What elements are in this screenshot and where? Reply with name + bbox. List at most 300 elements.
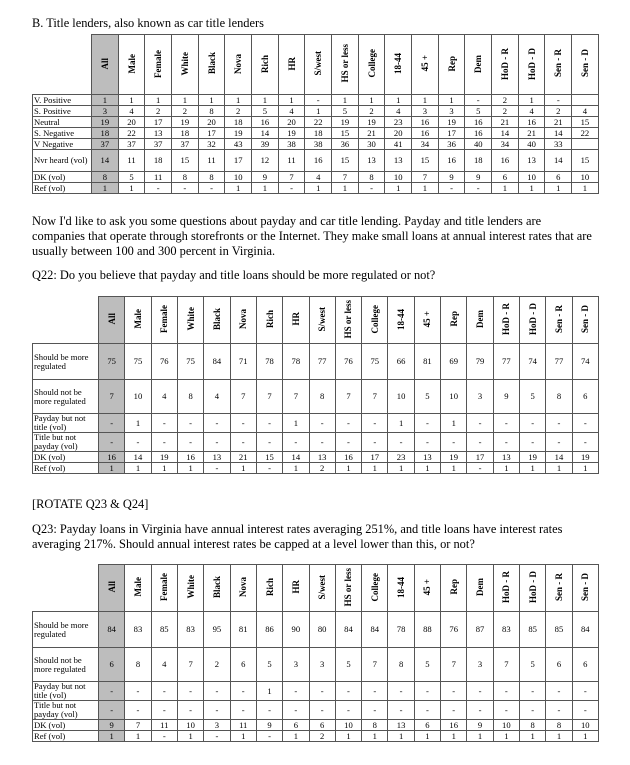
column-header-label: Rich	[264, 578, 275, 596]
row-label: Should be more regulated	[33, 612, 99, 648]
table-cell: -	[545, 95, 572, 106]
table-cell: 15	[572, 117, 599, 128]
table-cell: 6	[572, 648, 598, 682]
table-cell: 9	[252, 172, 279, 183]
table-cell: 14	[125, 452, 151, 463]
table-cell: 19	[358, 117, 385, 128]
table-cell: 18	[305, 128, 332, 139]
table-cell: 10	[572, 172, 599, 183]
table-cell: 1	[358, 95, 385, 106]
column-header	[438, 35, 465, 95]
table-cell: 4	[518, 106, 545, 117]
table-cell: 15	[572, 150, 599, 172]
table-cell: -	[309, 433, 335, 452]
table-cell: 85	[151, 612, 177, 648]
column-header	[518, 35, 545, 95]
table-cell: -	[204, 701, 230, 720]
column-header	[99, 297, 125, 344]
q22-question: Q22: Do you believe that payday and title loans should be more regulated or not?	[32, 268, 436, 282]
table-row	[33, 612, 599, 648]
table-cell: 43	[225, 139, 252, 150]
table-cell: 36	[332, 139, 359, 150]
table-cell: 11	[118, 150, 145, 172]
table-cell: 3	[467, 380, 493, 414]
column-header	[520, 565, 546, 612]
header-blank-cell	[33, 35, 92, 95]
table-cell: 7	[99, 380, 125, 414]
row-label: V. Positive	[33, 95, 92, 106]
table-cell: 16	[99, 452, 125, 463]
table-cell: -	[441, 701, 467, 720]
column-header	[362, 297, 388, 344]
column-header	[441, 565, 467, 612]
row-label: S. Positive	[33, 106, 92, 117]
column-header-label: Rich	[259, 54, 270, 73]
table-row	[33, 183, 599, 194]
table-cell: 1	[572, 731, 598, 742]
table-cell: 16	[412, 128, 439, 139]
table-cell: 18	[145, 150, 172, 172]
table-cell: 16	[492, 150, 519, 172]
table-cell: 6	[545, 172, 572, 183]
table-cell: 39	[252, 139, 279, 150]
column-header	[572, 565, 598, 612]
column-header	[256, 565, 282, 612]
table-cell: -	[546, 682, 572, 701]
column-header-label: S/west	[317, 574, 328, 600]
table-cell: 87	[467, 612, 493, 648]
table-cell: -	[256, 463, 282, 474]
table-cell: 2	[358, 106, 385, 117]
table-cell: 17	[467, 452, 493, 463]
table-row	[33, 701, 599, 720]
table-cell: 17	[362, 452, 388, 463]
table-cell: 8	[172, 172, 199, 183]
table-cell: 21	[358, 128, 385, 139]
column-header-label: Sen - R	[553, 49, 564, 78]
header-blank-cell	[33, 565, 99, 612]
table-cell: 38	[278, 139, 305, 150]
table-cell: -	[256, 433, 282, 452]
table-cell: 1	[283, 414, 309, 433]
table-cell: 19	[151, 452, 177, 463]
table-cell: -	[520, 414, 546, 433]
table-cell: 6	[572, 380, 598, 414]
table-cell: -	[335, 433, 361, 452]
table-cell: 8	[362, 720, 388, 731]
table-cell: 22	[572, 128, 599, 139]
table-cell: 8	[309, 380, 335, 414]
table-cell: 11	[151, 720, 177, 731]
column-header	[125, 565, 151, 612]
table-cell: 5	[465, 106, 492, 117]
table-cell	[572, 139, 599, 150]
column-header-label: HoD - R	[499, 47, 510, 80]
column-header	[283, 565, 309, 612]
table-cell: 1	[305, 106, 332, 117]
table-row	[33, 731, 599, 742]
table-cell: 1	[520, 731, 546, 742]
table-cell: 1	[177, 731, 203, 742]
table-row	[33, 139, 599, 150]
table-cell: -	[177, 682, 203, 701]
column-header	[172, 35, 199, 95]
table-cell: 19	[278, 128, 305, 139]
table-cell: -	[467, 433, 493, 452]
table-cell: 16	[441, 720, 467, 731]
table-cell: -	[335, 682, 361, 701]
table-cell: 6	[414, 720, 440, 731]
table-cell: -	[204, 433, 230, 452]
column-header-label: Sen - D	[579, 49, 590, 78]
table-cell: 3	[283, 648, 309, 682]
table-cell: 11	[198, 150, 225, 172]
column-header	[305, 35, 332, 95]
table-cell: 9	[467, 720, 493, 731]
table-cell: 90	[283, 612, 309, 648]
column-header	[332, 35, 359, 95]
table-row	[33, 452, 599, 463]
table-cell: 10	[518, 172, 545, 183]
table-cell: 37	[145, 139, 172, 150]
table-cell: 1	[414, 463, 440, 474]
table-cell: 20	[385, 128, 412, 139]
table-cell: 1	[92, 183, 119, 194]
table-cell: 1	[545, 183, 572, 194]
table-cell: -	[572, 414, 598, 433]
column-header-label: White	[179, 51, 190, 76]
table-cell: 14	[283, 452, 309, 463]
table-cell: 80	[309, 612, 335, 648]
row-label: Ref (vol)	[33, 731, 99, 742]
table-cell: 22	[305, 117, 332, 128]
column-header	[177, 565, 203, 612]
table-cell: 85	[520, 612, 546, 648]
column-header-label: College	[369, 572, 380, 602]
table-cell: -	[309, 701, 335, 720]
column-header-label: 18-44	[396, 576, 407, 598]
column-header	[362, 565, 388, 612]
table-cell: -	[546, 701, 572, 720]
table-cell: 23	[385, 117, 412, 128]
table-cell: 1	[441, 463, 467, 474]
table-cell: 13	[414, 452, 440, 463]
row-label: V Negative	[33, 139, 92, 150]
table-cell: -	[493, 701, 519, 720]
column-header-label: Rich	[264, 310, 275, 328]
row-label: DK (vol)	[33, 172, 92, 183]
table-cell: 5	[332, 106, 359, 117]
table-cell: 40	[465, 139, 492, 150]
column-header	[335, 297, 361, 344]
table-cell: -	[438, 183, 465, 194]
table-cell: 23	[388, 452, 414, 463]
column-header-label: 45 +	[422, 310, 433, 328]
table-cell: 37	[172, 139, 199, 150]
column-header	[151, 297, 177, 344]
table-cell: 7	[256, 380, 282, 414]
column-header	[309, 565, 335, 612]
column-header	[414, 297, 440, 344]
table-cell: 1	[230, 731, 256, 742]
table-cell: 16	[438, 150, 465, 172]
table-cell: 1	[198, 95, 225, 106]
table-cell: 1	[305, 183, 332, 194]
table-cell: 14	[546, 452, 572, 463]
table-cell: 66	[388, 344, 414, 380]
table-row	[33, 106, 599, 117]
table-cell: 1	[252, 95, 279, 106]
table-cell: -	[99, 433, 125, 452]
column-header	[204, 297, 230, 344]
table-cell: 1	[278, 95, 305, 106]
table-cell: 2	[225, 106, 252, 117]
table-cell: 33	[545, 139, 572, 150]
table-cell: 1	[118, 95, 145, 106]
table-cell: -	[493, 414, 519, 433]
column-header-label: Sen - D	[580, 304, 591, 333]
table-cell: 1	[332, 183, 359, 194]
column-header-label: Black	[211, 307, 222, 330]
table-cell: -	[256, 731, 282, 742]
table-cell: -	[256, 701, 282, 720]
table-cell: 1	[252, 183, 279, 194]
column-header-label: Rep	[448, 311, 459, 327]
table-cell: 6	[309, 720, 335, 731]
table-cell: 76	[335, 344, 361, 380]
table-cell: -	[99, 682, 125, 701]
table-cell: 12	[252, 150, 279, 172]
column-header-label: Sen - D	[580, 572, 591, 601]
column-header-label: HS or less	[339, 44, 350, 83]
table-cell: 5	[414, 380, 440, 414]
table-cell: -	[388, 682, 414, 701]
row-label: DK (vol)	[33, 720, 99, 731]
table-cell: -	[362, 682, 388, 701]
table-cell: 19	[225, 128, 252, 139]
table-cell: -	[465, 183, 492, 194]
column-header-label: Male	[126, 53, 137, 74]
table-cell: -	[177, 414, 203, 433]
table-cell: 37	[118, 139, 145, 150]
table-cell: 1	[125, 731, 151, 742]
table-cell: 2	[309, 731, 335, 742]
table-cell: -	[151, 414, 177, 433]
table-cell: 84	[572, 612, 598, 648]
table-cell: -	[465, 95, 492, 106]
table-cell: 38	[305, 139, 332, 150]
table-cell: 5	[256, 648, 282, 682]
column-header	[230, 565, 256, 612]
table-cell: 10	[225, 172, 252, 183]
column-header	[204, 565, 230, 612]
table-cell: 14	[252, 128, 279, 139]
table-cell: -	[204, 414, 230, 433]
table-cell: -	[388, 433, 414, 452]
table-cell: -	[493, 433, 519, 452]
table-cell: 84	[362, 612, 388, 648]
table-cell: -	[546, 414, 572, 433]
table-cell: -	[230, 414, 256, 433]
table-cell: 1	[388, 414, 414, 433]
column-header	[546, 297, 572, 344]
table-cell: 20	[198, 117, 225, 128]
table-cell: 1	[572, 183, 599, 194]
table-cell: 8	[520, 720, 546, 731]
table-cell: 1	[412, 95, 439, 106]
column-header	[572, 35, 599, 95]
table-cell: 16	[305, 150, 332, 172]
table-cell: 19	[172, 117, 199, 128]
table-cell: 7	[332, 172, 359, 183]
table-cell: 6	[99, 648, 125, 682]
table-cell: -	[441, 682, 467, 701]
rotate-instruction: [ROTATE Q23 & Q24]	[32, 497, 149, 511]
table-cell: 1	[441, 414, 467, 433]
table-cell: 1	[493, 731, 519, 742]
table-row	[33, 414, 599, 433]
table-cell: 1	[332, 95, 359, 106]
column-header-label: HR	[290, 580, 301, 594]
column-header-label: Sen - R	[553, 572, 564, 601]
table-cell: 7	[412, 172, 439, 183]
row-label: Ref (vol)	[33, 183, 92, 194]
q23-question: Q23: Payday loans in Virginia have annual interest rates averaging 251%, and title loans have interest rates averaging 217%. Should annual interest rates be capped at a level lower than this, or not?	[32, 522, 563, 551]
column-header-label: 18-44	[396, 308, 407, 330]
table-cell: 81	[414, 344, 440, 380]
column-header-label: Dem	[475, 310, 486, 328]
table-cell: 6	[283, 720, 309, 731]
table-cell: 13	[204, 452, 230, 463]
table-cell: -	[414, 701, 440, 720]
column-header	[99, 565, 125, 612]
table-cell: 8	[198, 106, 225, 117]
table-cell: 3	[412, 106, 439, 117]
table-cell: 4	[305, 172, 332, 183]
table-cell: 10	[493, 720, 519, 731]
table-cell: 5	[335, 648, 361, 682]
table-cell: -	[172, 183, 199, 194]
table-cell: 4	[385, 106, 412, 117]
table-cell: 9	[493, 380, 519, 414]
table-cell: -	[358, 183, 385, 194]
table-cell: 7	[441, 648, 467, 682]
table-cell: 74	[572, 344, 598, 380]
column-header-label: Female	[153, 49, 164, 78]
column-header	[335, 565, 361, 612]
column-header-label: Nova	[233, 53, 244, 74]
table-cell: -	[572, 433, 598, 452]
row-label: Payday but not title (vol)	[33, 414, 99, 433]
table-cell: 17	[225, 150, 252, 172]
table-cell: 13	[309, 452, 335, 463]
column-header-label: All	[106, 581, 117, 593]
table-cell: 10	[335, 720, 361, 731]
column-header-label: Male	[132, 309, 143, 329]
table-cell: 10	[572, 720, 598, 731]
table-cell: 76	[151, 344, 177, 380]
table-cell: -	[125, 701, 151, 720]
column-header	[414, 565, 440, 612]
table-cell: 75	[125, 344, 151, 380]
table-cell: -	[145, 183, 172, 194]
table-cell: -	[99, 701, 125, 720]
table-cell: 1	[125, 463, 151, 474]
table-cell: -	[99, 414, 125, 433]
column-header-label: HS or less	[343, 299, 354, 339]
column-header	[467, 565, 493, 612]
table-cell: 1	[151, 463, 177, 474]
table-cell: -	[283, 701, 309, 720]
table-cell: -	[204, 463, 230, 474]
table-cell: 13	[518, 150, 545, 172]
table-cell: 77	[546, 344, 572, 380]
table-cell: 74	[520, 344, 546, 380]
table-cell: -	[125, 682, 151, 701]
table-cell: 20	[278, 117, 305, 128]
table-cell: 1	[335, 731, 361, 742]
column-header	[546, 565, 572, 612]
table-cell: 18	[172, 128, 199, 139]
table-cell: -	[305, 95, 332, 106]
table-cell: 32	[198, 139, 225, 150]
table-cell: -	[198, 183, 225, 194]
table-cell: -	[230, 433, 256, 452]
table-cell: 2	[204, 648, 230, 682]
column-header-label: All	[106, 313, 117, 325]
table-cell: -	[283, 433, 309, 452]
table-cell: 41	[385, 139, 412, 150]
intro-paragraph: Now I'd like to ask you some questions about payday and car title lending. Payday and title lenders are companies that operate through storefronts or the Internet. They make small loans at annual interest rates that are usually between 100 and 300 percent in Virginia.	[32, 214, 592, 258]
table-cell: -	[520, 433, 546, 452]
column-header	[412, 35, 439, 95]
table-row	[33, 117, 599, 128]
table-cell: -	[151, 701, 177, 720]
table-cell: 1	[520, 463, 546, 474]
table-cell: -	[546, 433, 572, 452]
column-header-label: HoD - D	[527, 571, 538, 603]
table-cell: 19	[441, 452, 467, 463]
table-cell: 13	[145, 128, 172, 139]
table-cell: 9	[256, 720, 282, 731]
table-cell: 1	[441, 731, 467, 742]
title-lenders-table	[32, 34, 599, 194]
table-cell: 7	[493, 648, 519, 682]
table-cell: 16	[335, 452, 361, 463]
table-cell: 2	[492, 95, 519, 106]
table-cell: 15	[412, 150, 439, 172]
table-cell: 9	[438, 172, 465, 183]
table-cell: 5	[520, 648, 546, 682]
column-header	[125, 297, 151, 344]
row-label: Neutral	[33, 117, 92, 128]
table-cell: 1	[412, 183, 439, 194]
column-header-label: White	[185, 307, 196, 331]
table-cell: -	[204, 682, 230, 701]
table-cell: 1	[99, 731, 125, 742]
row-label: Should not be more regulated	[33, 380, 99, 414]
row-label: Title but not payday (vol)	[33, 701, 99, 720]
table-cell: 8	[358, 172, 385, 183]
table-cell: 1	[118, 183, 145, 194]
table-cell: 1	[99, 463, 125, 474]
table-row	[33, 463, 599, 474]
table-cell: 1	[546, 463, 572, 474]
column-header-label: S/west	[317, 306, 328, 332]
table-cell: 17	[438, 128, 465, 139]
table-cell: -	[441, 433, 467, 452]
table-cell: 10	[177, 720, 203, 731]
